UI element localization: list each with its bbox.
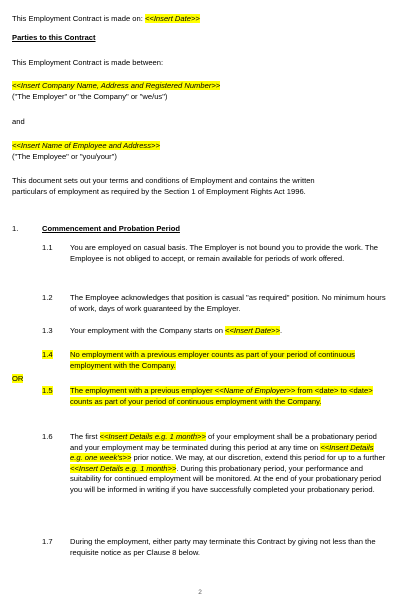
- clause-text: You are employed on casual basis. The Employer is not bound you to provide the work. The Employee is not obliged to accept, or remain available for periods of work offered.: [70, 243, 379, 263]
- employer-alias: ("The Employer" or "the Company" or "we/us"): [12, 92, 168, 101]
- or-label: [12, 374, 23, 384]
- company-placeholder: <<Insert Company Name, Address and Registered Number>>: [12, 81, 221, 90]
- section-title: Commencement and Probation Period: [42, 224, 180, 233]
- purpose-line-2: particulars of employment as required by the Section 1 of Employment Rights Act 1996.: [12, 187, 306, 196]
- made-on-text: This Employment Contract is made on:: [12, 14, 145, 23]
- or-text: OR: [12, 374, 24, 383]
- clause-text: During the employment, either party may terminate this Contract by giving not less than the requisite notice as per Clause 8 below.: [70, 537, 376, 557]
- clause-text: [70, 350, 388, 371]
- contract-date-line: [12, 14, 200, 24]
- parties-heading: Parties to this Contract: [12, 33, 96, 42]
- purpose-line-1: This document sets out your terms and conditions of Employment and contains the written: [12, 176, 315, 185]
- start-date-placeholder: <<Insert Date>>: [225, 326, 280, 335]
- clause-1-6-a: The first: [70, 432, 100, 441]
- clause-1-5-part2: >> from <date> to <date> counts as part of your period of continuous employment with the Company.: [70, 386, 373, 406]
- employee-placeholder-line: [12, 141, 160, 151]
- notice-period-placeholder: <<Insert Details e.g. one week's>>: [70, 442, 374, 463]
- clause-1-5-part1: The employment with a previous employer <<: [70, 386, 224, 395]
- insert-date-placeholder: <<Insert Date>>: [144, 14, 200, 23]
- clause-number: [42, 350, 53, 360]
- clause-1-5-num: 1.5: [42, 386, 53, 395]
- clause-number: 1.2: [42, 293, 53, 302]
- clause-1-6-d: . During this probationary period, your performance and suitability for continued employment will be monitored. At the end of your probationary period you will be informed in writing if you have successfully completed your probationary period.: [70, 463, 382, 494]
- clause-1-3-text: Your employment with the Company starts on: [70, 326, 226, 335]
- clause-1-6-b: of your employment shall be a probationary period and your employment may be terminated during this period at any time on: [70, 432, 377, 452]
- clause-number: [42, 386, 53, 396]
- clause-number: 1.3: [42, 326, 53, 335]
- clause-text: [70, 432, 388, 496]
- clause-1-6-c: prior notice. We may, at our discretion, extend this period for up to a further: [131, 453, 386, 463]
- company-placeholder-line: [12, 81, 220, 91]
- section-number: 1.: [12, 224, 19, 233]
- clause-number: 1.6: [42, 432, 53, 441]
- employee-alias: ("The Employee" or "you/your"): [12, 152, 117, 161]
- clause-number: 1.1: [42, 243, 53, 252]
- clause-1-4-num: 1.4: [42, 350, 53, 359]
- employee-placeholder: <<Insert Name of Employee and Address>>: [12, 141, 160, 150]
- page-number: 2: [198, 589, 202, 596]
- clause-1-3-end: .: [279, 326, 283, 335]
- employer-name-placeholder: Name of Employer: [223, 386, 287, 395]
- clause-text: The Employee acknowledges that position is casual "as required" position. No minimum hours of work, days of work guaranteed by the Employer.: [70, 293, 386, 313]
- and-text: and: [12, 117, 25, 126]
- clause-number: 1.7: [42, 537, 53, 546]
- clause-text: [70, 326, 388, 337]
- probation-period-placeholder: <<Insert Details e.g. 1 month>>: [99, 432, 206, 441]
- made-between-text: This Employment Contract is made between:: [12, 58, 164, 67]
- clause-text: [70, 386, 388, 407]
- extension-period-placeholder: <<Insert Details e.g. 1 month>>: [70, 463, 177, 473]
- clause-1-4-text: No employment with a previous employer counts as part of your period of continuous employment with the Company.: [70, 350, 355, 370]
